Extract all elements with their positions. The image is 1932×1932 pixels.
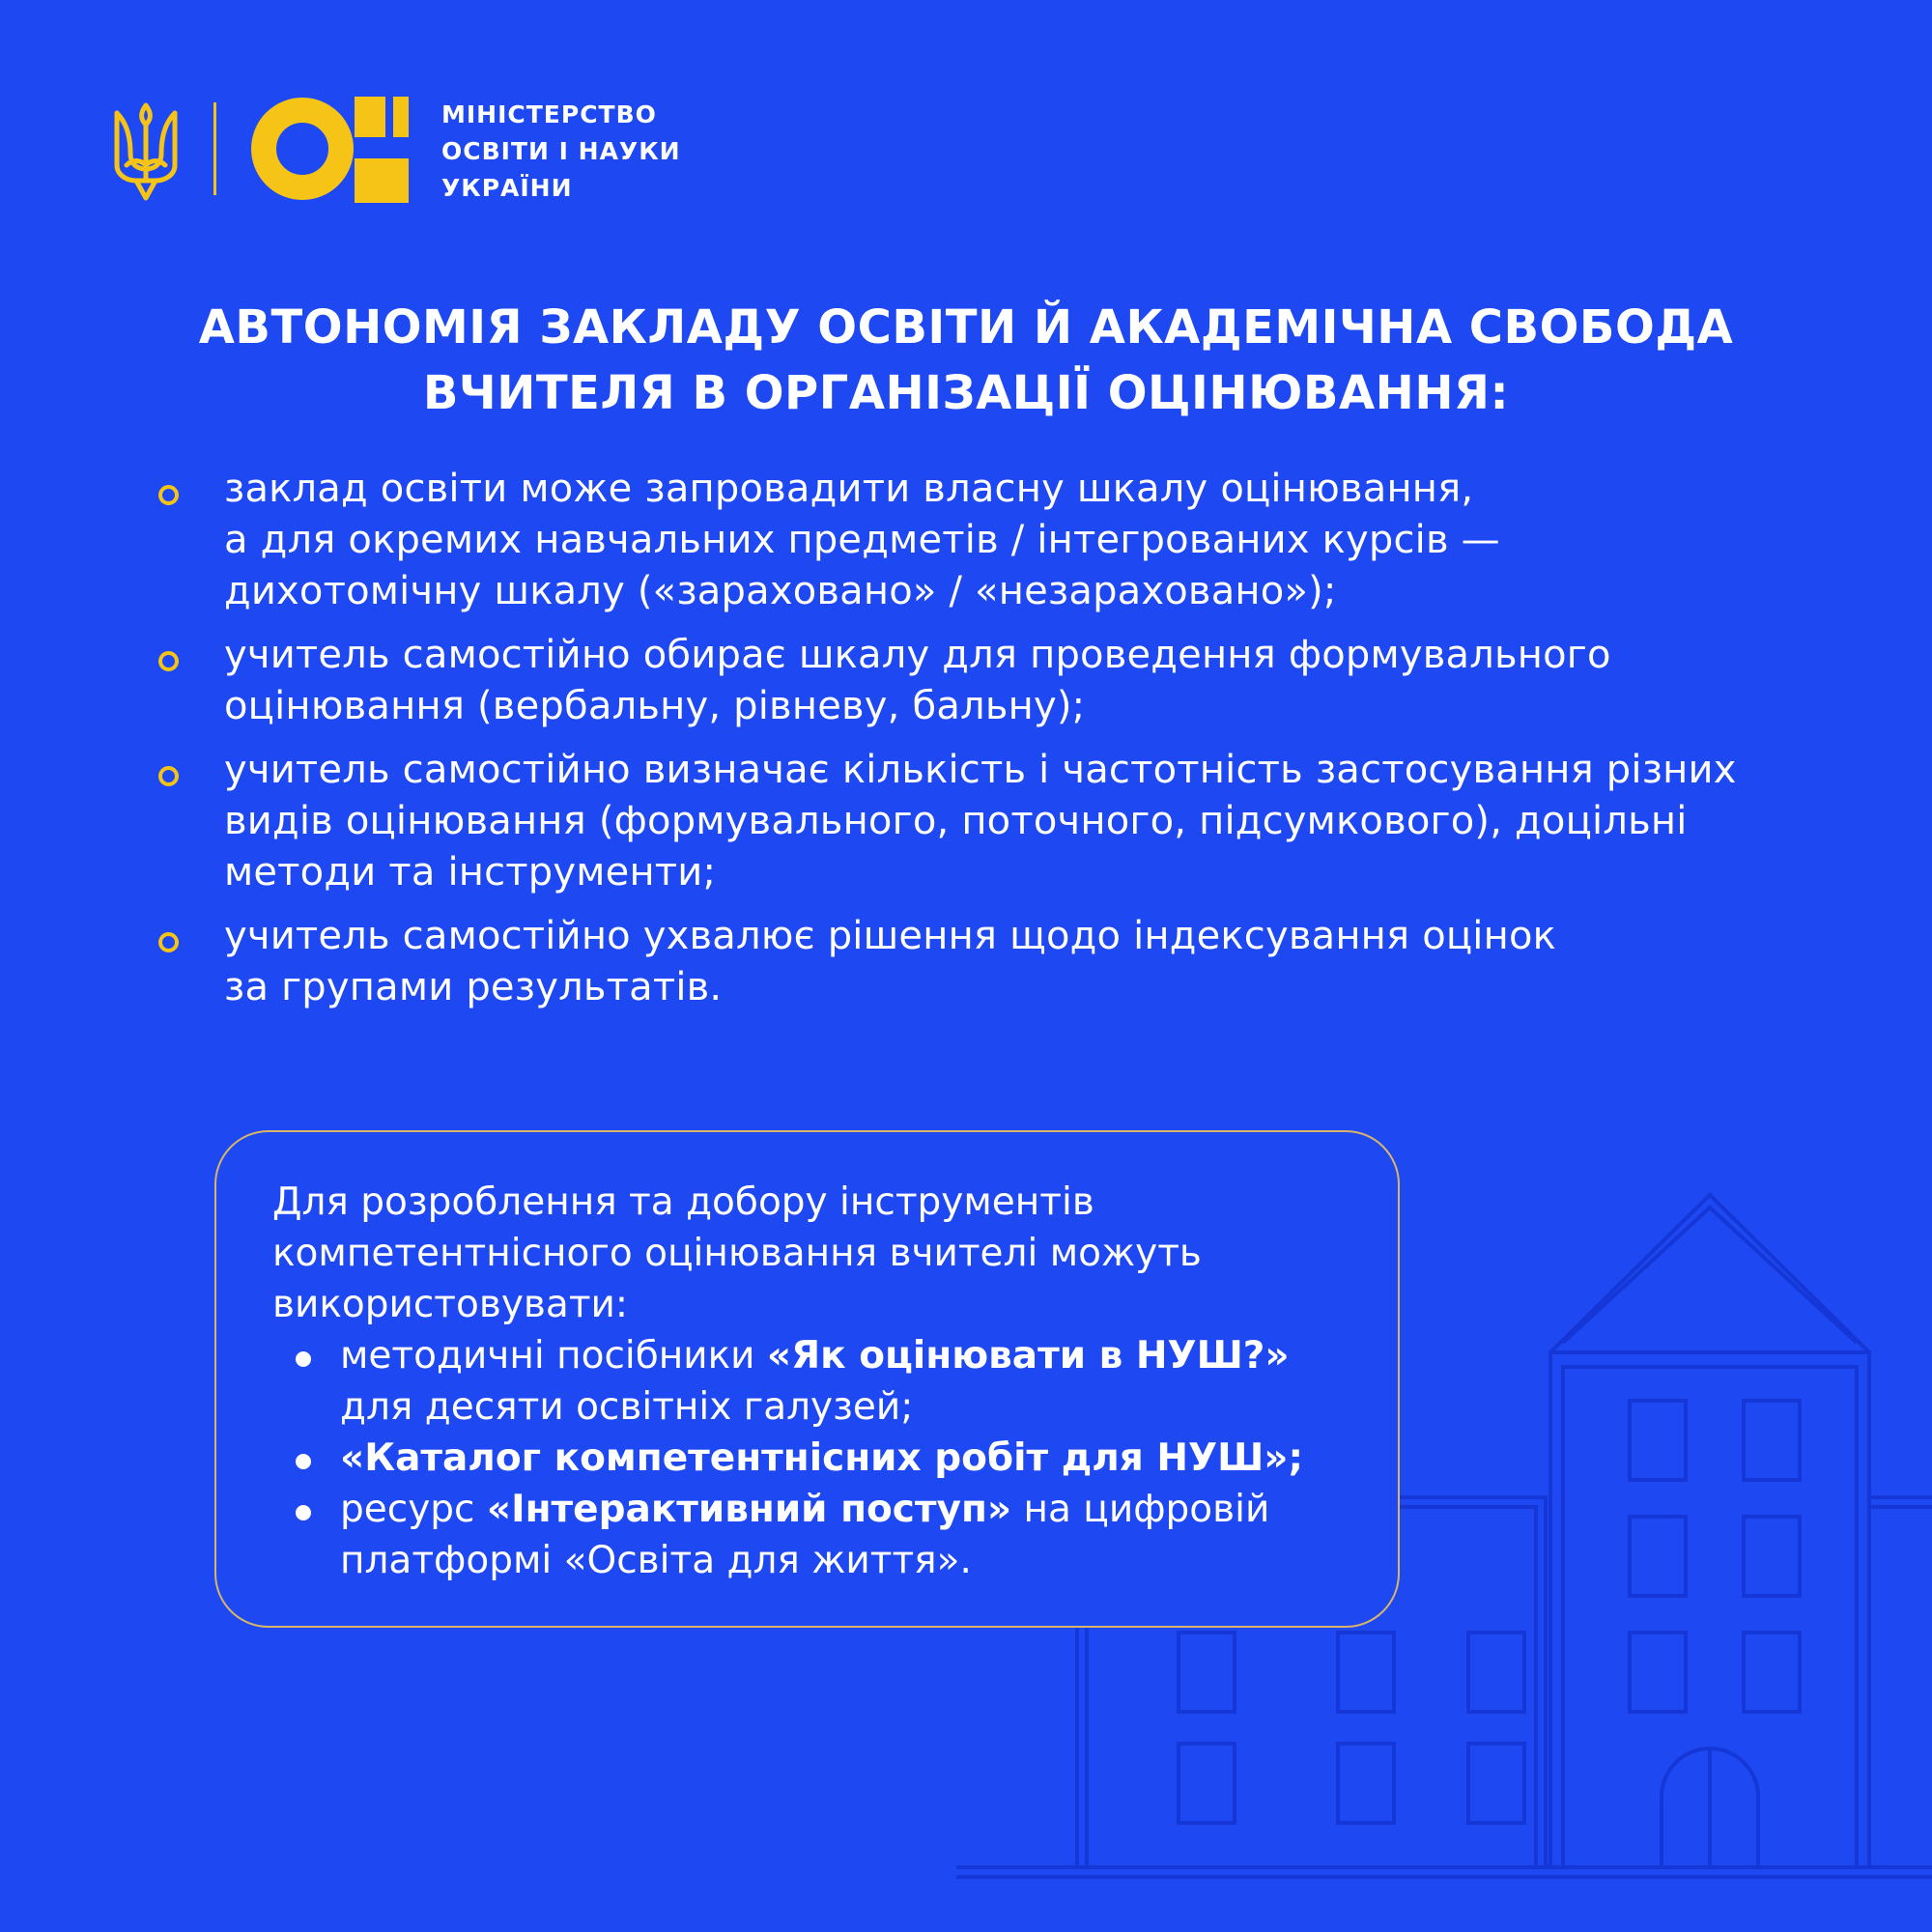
info-intro [272,1177,1202,1330]
list-item-line: заклад освіти може запровадити власну шкалу оцінювання, [224,467,1474,511]
ring-bullet-icon [158,766,179,786]
trident-icon [113,101,179,202]
resource-item-line [340,1484,1303,1535]
dot-bullet-icon [296,1454,311,1469]
resources-info-box [214,1130,1400,1628]
info-intro-line: використовувати: [272,1283,629,1326]
resource-item [296,1484,1303,1586]
ministry-name-line-2: ОСВІТИ І НАУКИ [441,137,681,165]
list-item-line: видів оцінювання (формувального, поточного, підсумкового), доцільні [224,799,1688,843]
resource-list [296,1330,1303,1586]
list-item-line: учитель самостійно визначає кількість і частотність застосування різних [224,748,1737,792]
ministry-name-line-3: УКРАЇНИ [441,174,573,202]
ring-bullet-icon [158,932,179,952]
dot-bullet-icon [296,1505,311,1520]
ring-bullet-icon [158,651,179,671]
resource-text: на цифровій [1011,1488,1270,1531]
resource-item-line [340,1433,1303,1484]
resource-item [296,1433,1303,1484]
info-intro-line: Для розроблення та добору інструментів [272,1180,1094,1224]
list-item-line: методи та інструменти; [224,850,717,895]
resource-item [296,1330,1303,1433]
list-item-line: оцінювання (вербальну, рівневу, бальну); [224,684,1086,728]
resource-item-line [340,1330,1303,1381]
list-item-line: дихотомічну шкалу («зараховано» / «незараховано»); [224,569,1337,613]
page-title-line-2: ВЧИТЕЛЯ В ОРГАНІЗАЦІЇ ОЦІНЮВАННЯ: [422,366,1510,420]
resource-title: «Каталог компетентнісних робіт для НУШ»; [340,1436,1304,1480]
page-title [97,295,1835,426]
resource-item-line: для десяти освітніх галузей; [340,1385,914,1429]
resource-item-line: платформі «Освіта для життя». [340,1539,972,1582]
resource-title: «Інтерактивний поступ» [486,1488,1012,1531]
header-divider [213,102,216,195]
ring-bullet-icon [158,485,179,505]
page-title-line-1: АВТОНОМІЯ ЗАКЛАДУ ОСВІТИ Й АКАДЕМІЧНА СВОБОДА [198,300,1734,355]
list-item [155,745,1893,898]
info-intro-line: компетентнісного оцінювання вчителі можуть [272,1232,1202,1275]
dot-bullet-icon [296,1351,311,1367]
ministry-name-line-1: МІНІСТЕРСТВО [441,100,657,128]
header [113,97,731,203]
list-item [155,630,1893,732]
list-item-line: учитель самостійно ухвалює рішення щодо індексування оцінок [224,914,1557,958]
autonomy-list [155,464,1893,1026]
resource-title: «Як оцінювати в НУШ?» [766,1334,1290,1378]
list-item [155,911,1893,1013]
list-item-line: а для окремих навчальних предметів / інтегрованих курсів — [224,518,1500,562]
resource-text: ресурс [340,1488,487,1531]
resource-text: методичні посібники [340,1334,767,1378]
list-item-line: учитель самостійно обирає шкалу для проведення формувального [224,633,1611,677]
list-item-line: за групами результатів. [224,965,723,1009]
ministry-name [441,97,681,207]
list-item [155,464,1893,617]
